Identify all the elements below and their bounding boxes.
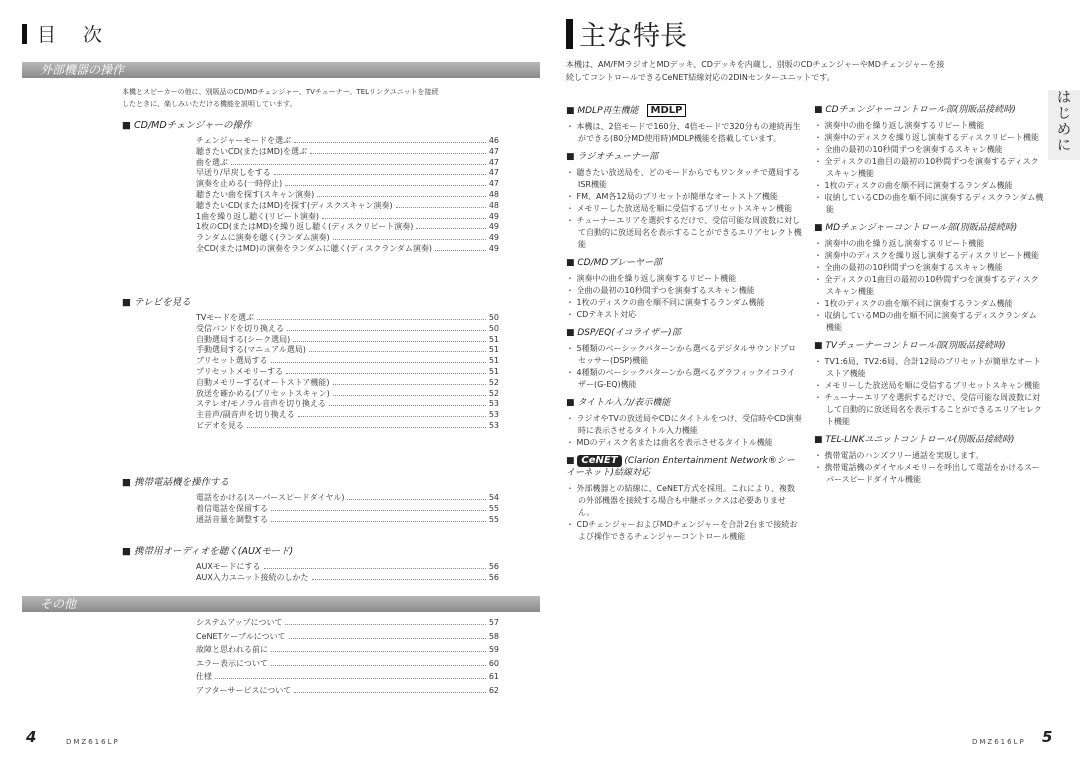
toc-entry-page: 47 <box>488 168 499 178</box>
feature-bullet: ・ 全ディスクの1曲目の最初の10秒間ずつを演奏するディスクスキャン機能 <box>814 157 1039 178</box>
leader-dots <box>329 398 486 406</box>
leader-dots <box>271 514 486 522</box>
side-tab-char: に <box>1057 138 1071 154</box>
feature-heading: ■ MDLP再生機能 MDLP <box>566 104 802 117</box>
leader-dots <box>264 561 486 569</box>
toc-entry[interactable] <box>196 561 499 572</box>
ext-intro: 本機とスピーカーの他に、別販品のCD/MDチェンジャー、TVチューナー、TELリンクユニットを接続 したときに、楽しみいただける機能を説明しています。 <box>122 88 439 108</box>
toc-entry-page: 52 <box>488 388 499 398</box>
toc-entry-text: チェンジャーモードを選ぶ <box>196 136 292 145</box>
model-right: DMZ616LP <box>972 738 1026 746</box>
leader-dots <box>310 146 486 154</box>
toc-entry-text: 1枚のCD(またはMD)を繰り返し聴く(ディスクリピート演奏) <box>196 222 414 232</box>
toc-entry-page: 46 <box>488 136 499 145</box>
leader-dots <box>333 388 486 396</box>
toc-entry-text: 聴きたいCD(またはMD)を探す(ディスクスキャン演奏) <box>196 200 393 210</box>
feature-bullet: ・ 演奏中の曲を繰り返し演奏するリピート機能 <box>566 274 737 283</box>
toc-entry[interactable] <box>196 685 499 696</box>
toc-entry-text: 故障と思われる前に <box>196 645 268 655</box>
feature-bullet: ・ 本機は、2倍モードで160分、4倍モードで320分もの連続再生ができる(80分MD使用時)MDLP機能を搭載しています。 <box>566 122 801 143</box>
feature-bullet: ・ 演奏中の曲を繰り返し演奏するリピート機能 <box>814 239 985 248</box>
feature-heading: ■ TEL-LINKユニットコントロール(別販品接続時) <box>814 435 1015 445</box>
feature-bullet: ・ ラジオやTVの放送局やCDにタイトルをつけ、受信時やCD演奏時に表示させるタイトル入力機能 <box>566 414 802 435</box>
leader-dots <box>294 135 486 143</box>
toc-entry-page: 51 <box>488 367 499 376</box>
toc-entry-page: 51 <box>488 334 499 344</box>
toc-entry-page: 50 <box>488 313 499 322</box>
toc-entry-page: 55 <box>488 503 499 513</box>
toc-entry[interactable] <box>196 211 499 222</box>
toc-entry-page: 49 <box>488 222 499 232</box>
feature-bullet: ・ 携帯電話のハンズフリー通話を実現します。 <box>814 451 984 460</box>
toc-section-title: ■ 携帯用オーディオを聴く(AUXモード) <box>122 546 294 557</box>
toc-entry-text: 聴きたいCD(またはMD)を選ぶ <box>196 146 308 156</box>
toc-entry-text: アフターサービスについて <box>196 686 292 695</box>
toc-entry-page: 54 <box>488 493 499 502</box>
toc-entry-page: 53 <box>488 399 499 409</box>
feature-bullet: ・ TV1:6局、TV2:6局、合計12局のプリセットが簡単なオートストア機能 <box>814 357 1041 378</box>
toc-entry[interactable] <box>196 631 499 642</box>
toc-entry-text: 1曲を繰り返し聴く(リピート演奏) <box>196 211 320 221</box>
feature-bullet: ・ 収納しているMDの曲を順不同に演奏するディスクランダム機能 <box>814 311 1037 332</box>
leader-dots <box>435 243 486 251</box>
toc-entry-text: プリセット選局する <box>196 356 268 366</box>
feature-bullet: ・ 4種類のベーシックパターンから選べるグラフィックイコライザー(G-EQ)機能 <box>566 368 796 389</box>
toc-entry-text: 着信電話を保留する <box>196 503 268 513</box>
toc-entry-text: 放送を確かめる(プリセットスキャン) <box>196 388 330 398</box>
toc-entry[interactable] <box>196 503 499 514</box>
toc-entry-text: 全CD(またはMD)の演奏をランダムに聴く(ディスクランダム演奏) <box>196 244 433 253</box>
toc-entry-page: 51 <box>488 345 499 355</box>
leader-dots <box>333 377 486 385</box>
toc-entry[interactable] <box>196 377 499 388</box>
toc-entry[interactable] <box>196 671 499 682</box>
leader-dots <box>257 312 486 320</box>
features-col-1 <box>566 98 802 543</box>
leader-dots <box>294 685 486 693</box>
page-number-right: 5 <box>1042 728 1053 746</box>
leader-dots <box>285 178 486 186</box>
toc-entry[interactable] <box>196 644 499 655</box>
feature-bullet: ・ 収納しているCDの曲を順不同に演奏するディスクランダム機能 <box>814 193 1044 214</box>
leader-dots <box>298 409 486 417</box>
toc-entry[interactable] <box>196 178 499 189</box>
toc-entry-page: 56 <box>488 572 499 582</box>
leader-dots <box>271 644 486 652</box>
feature-bullet: ・ 携帯電話機のダイヤルメモリーを呼出して電話をかけるスーパースピードダイヤル機能 <box>814 463 1040 484</box>
toc-entry-text: 電話をかける(スーパースピードダイヤル) <box>196 493 345 502</box>
toc-entry[interactable] <box>196 157 499 168</box>
toc-entry-text: 早送り/早戻しをする <box>196 168 271 178</box>
toc-entry-text: AUXモードにする <box>196 562 261 571</box>
toc-entry-text: 曲を選ぶ <box>196 157 228 167</box>
toc-entry-text: 手動選局する(マニュアル選局) <box>196 345 306 355</box>
toc-entry-page: 49 <box>488 233 499 243</box>
toc-entry-text: ビデオを見る <box>196 421 244 430</box>
toc-entry-page: 58 <box>488 631 499 641</box>
toc-entry[interactable] <box>196 366 499 377</box>
toc-entry-page: 61 <box>488 672 499 682</box>
feature-bullet: ・ 全曲の最初の10秒間ずつを演奏するスキャン機能 <box>814 145 1003 154</box>
toc-entry-page: 49 <box>488 211 499 221</box>
leader-dots <box>271 355 486 363</box>
leader-dots <box>274 167 486 175</box>
leader-dots <box>271 658 486 666</box>
toc-entry[interactable] <box>196 189 499 200</box>
features-col-2 <box>814 98 1044 486</box>
toc-section-title: ■ CD/MDチェンジャーの操作 <box>122 120 252 131</box>
leader-dots <box>231 157 486 165</box>
toc-title: 目 次 <box>22 20 106 47</box>
leader-dots <box>416 221 485 229</box>
toc-entry[interactable] <box>196 135 499 146</box>
features-title: 主な特長 <box>566 14 687 53</box>
side-tab-char: じ <box>1057 106 1071 122</box>
toc-entry-text: システムアップについて <box>196 618 283 627</box>
feature-bullet: ・ MDのディスク名または曲名を表示させるタイトル機能 <box>566 438 773 447</box>
toc-entry[interactable] <box>196 221 499 232</box>
toc-entry[interactable] <box>196 388 499 399</box>
toc-entry[interactable] <box>196 232 499 243</box>
toc-entry-text: ステレオ/モノラル音声を切り換える <box>196 399 327 409</box>
toc-entry-page: 48 <box>488 190 499 199</box>
leader-dots <box>289 631 486 639</box>
leader-dots <box>286 366 486 374</box>
feature-heading: ■ CDチェンジャーコントロール部(別販品接続時) <box>814 105 1016 115</box>
toc-entry[interactable] <box>196 514 499 525</box>
toc-entry[interactable] <box>196 243 499 254</box>
toc-entry-text: プリセットメモリーする <box>196 367 284 376</box>
leader-dots <box>309 344 486 352</box>
feature-bullet: ・ 演奏中のディスクを繰り返し演奏するディスクリピート機能 <box>814 251 1039 260</box>
leader-dots <box>271 503 486 511</box>
feature-bullet: ・ 全曲の最初の10秒間ずつを演奏するスキャン機能 <box>566 286 755 295</box>
toc-entry-page: 50 <box>488 323 499 333</box>
cenet-logo-icon: CeNET <box>577 455 621 467</box>
toc-entry-page: 62 <box>488 686 499 695</box>
leader-dots <box>293 334 486 342</box>
toc-entry[interactable] <box>196 167 499 178</box>
feature-bullet: ・ 外部機器との結線に、CeNET方式を採用。これにより、複数の外部機器を接続する場合も中継ボックスは必要ありません。 <box>566 484 795 517</box>
toc-entry-page: 51 <box>488 356 499 366</box>
toc-entry[interactable] <box>196 344 499 355</box>
toc-entry-page: 52 <box>488 377 499 387</box>
external-devices-band: 外部機器の操作 <box>22 62 540 78</box>
leader-dots <box>322 211 486 219</box>
feature-bullet: ・ チューナーエリアを選択するだけで、受信可能な周波数に対して自動的に放送局名を表示することができるエリアセレクト機能 <box>566 216 802 249</box>
toc-entry-text: CeNETケーブルについて <box>196 631 286 641</box>
toc-entry-text: 仕様 <box>196 672 212 682</box>
toc-entry-page: 53 <box>488 421 499 430</box>
feature-bullet: ・ メモリーした放送局を順に受信するプリセットスキャン機能 <box>814 381 1041 390</box>
toc-entry[interactable] <box>196 200 499 211</box>
leader-dots <box>287 323 486 331</box>
intro: 本機は、AM/FMラジオとMDデッキ、CDデッキを内蔵し、別販のCDチェンジャーやMDチェンジャーを接 続してコントロールできるCeNET結線対応の2DINセンターユニットです。 <box>566 60 945 82</box>
side-tab-char: め <box>1057 122 1071 138</box>
leader-dots <box>247 420 486 428</box>
toc-entry[interactable] <box>196 398 499 409</box>
toc-entry-text: AUX入力ユニット接続のしかた <box>196 572 309 582</box>
toc-entry-text: 自動メモリーする(オートストア機能) <box>196 377 330 387</box>
leader-dots <box>333 232 486 240</box>
toc-entry-page: 59 <box>488 645 499 655</box>
feature-bullet: ・ 演奏中の曲を繰り返し演奏するリピート機能 <box>814 121 985 130</box>
feature-bullet: ・ 聴きたい放送局を、どのモードからでもワンタッチで選局するISR機能 <box>566 168 800 189</box>
toc-entry-text: ランダムに演奏を聴く(ランダム演奏) <box>196 233 330 243</box>
toc-entry[interactable] <box>196 409 499 420</box>
toc-entry[interactable] <box>196 572 499 583</box>
leader-dots <box>317 189 486 197</box>
toc-entry-text: TVモードを選ぶ <box>196 313 255 322</box>
toc-entry[interactable] <box>196 658 499 669</box>
toc-entry-text: 主音声/副音声を切り換える <box>196 410 295 420</box>
toc-entry-page: 53 <box>488 410 499 420</box>
toc-entry-text: 通話音量を調整する <box>196 514 268 524</box>
toc-entry-page: 55 <box>488 514 499 524</box>
leader-dots <box>347 492 485 500</box>
leader-dots <box>215 671 486 679</box>
feature-bullet: ・ CDチェンジャーおよびMDチェンジャーを合計2台まで接続および操作できるチェンジャーコントロール機能 <box>566 520 798 541</box>
feature-bullet: ・ チューナーエリアを選択するだけで、受信可能な周波数に対して自動的に放送局名を表示することができるエリアセレクト機能 <box>814 393 1042 426</box>
feature-heading: ■ TVチューナーコントロール部(別販品接続時) <box>814 341 1006 351</box>
toc-entry-text: 演奏を止める(一時停止) <box>196 179 283 189</box>
feature-heading: ■ MDチェンジャーコントロール部(別販品接続時) <box>814 223 1018 233</box>
feature-heading: ■ タイトル入力/表示機能 <box>566 398 671 408</box>
toc-entry-page: 48 <box>488 200 499 210</box>
toc-entry-text: 受信バンドを切り換える <box>196 323 284 333</box>
feature-bullet: ・ 1枚のディスクの曲を順不同に演奏するランダム機能 <box>814 181 1013 190</box>
toc-entry-page: 56 <box>488 562 499 571</box>
feature-bullet: ・ 5種類のベーシックパターンから選べるデジタルサウンドプロセッサー(DSP)機能 <box>566 344 796 365</box>
toc-entry-text: エラー表示について <box>196 658 268 668</box>
page-number-left: 4 <box>26 728 37 746</box>
other-band: その他 <box>22 596 540 612</box>
toc-entry-text: 聴きたい曲を探す(スキャン演奏) <box>196 190 315 199</box>
toc-entry-page: 57 <box>488 618 499 627</box>
toc-entry-page: 47 <box>488 146 499 156</box>
feature-bullet: ・ 1枚のディスクの曲を順不同に演奏するランダム機能 <box>566 298 765 307</box>
feature-heading: ■ ラジオチューナー部 <box>566 152 659 162</box>
side-tab-char: は <box>1057 90 1071 106</box>
model-left: DMZ616LP <box>66 738 120 746</box>
toc-entry[interactable] <box>196 355 499 366</box>
feature-bullet: ・ 全曲の最初の10秒間ずつを演奏するスキャン機能 <box>814 263 1003 272</box>
feature-bullet: ・ FM、AM各12局のプリセットが簡単なオートストア機能 <box>566 192 778 201</box>
feature-bullet: ・ メモリーした放送局を順に受信するプリセットスキャン機能 <box>566 204 793 213</box>
toc-entry-page: 47 <box>488 157 499 167</box>
toc-entry[interactable] <box>196 420 499 431</box>
feature-bullet: ・ CDテキスト対応 <box>566 310 637 319</box>
toc-section-title: ■ テレビを見る <box>122 297 191 308</box>
feature-heading: ■ CeNET (Clarion Entertainment Network®シーイーネット)結線対応 <box>566 455 795 478</box>
leader-dots <box>396 200 486 208</box>
toc-entry-page: 49 <box>488 244 499 253</box>
leader-dots <box>312 572 486 580</box>
toc-entry[interactable] <box>196 146 499 157</box>
feature-bullet: ・ 全ディスクの1曲目の最初の10秒間ずつを演奏するディスクスキャン機能 <box>814 275 1039 296</box>
feature-heading: ■ CD/MDプレーヤー部 <box>566 258 662 268</box>
mdlp-logo-icon: MDLP <box>647 104 687 117</box>
leader-dots <box>285 617 485 625</box>
feature-heading: ■ DSP/EQ(イコライザー)部 <box>566 328 681 338</box>
toc-entry[interactable] <box>196 617 499 628</box>
toc-entry-page: 60 <box>488 658 499 668</box>
toc-entry[interactable] <box>196 334 499 345</box>
feature-bullet: ・ 演奏中のディスクを繰り返し演奏するディスクリピート機能 <box>814 133 1039 142</box>
toc-entry[interactable] <box>196 312 499 323</box>
side-tab-intro <box>1048 90 1080 160</box>
toc-entry-page: 47 <box>488 179 499 189</box>
toc-entry[interactable] <box>196 323 499 334</box>
feature-bullet: ・ 1枚のディスクの曲を順不同に演奏するランダム機能 <box>814 299 1013 308</box>
toc-entry-text: 自動選局する(シーク選局) <box>196 334 291 344</box>
toc-section-title: ■ 携帯電話機を操作する <box>122 477 229 488</box>
toc-entry[interactable] <box>196 492 499 503</box>
